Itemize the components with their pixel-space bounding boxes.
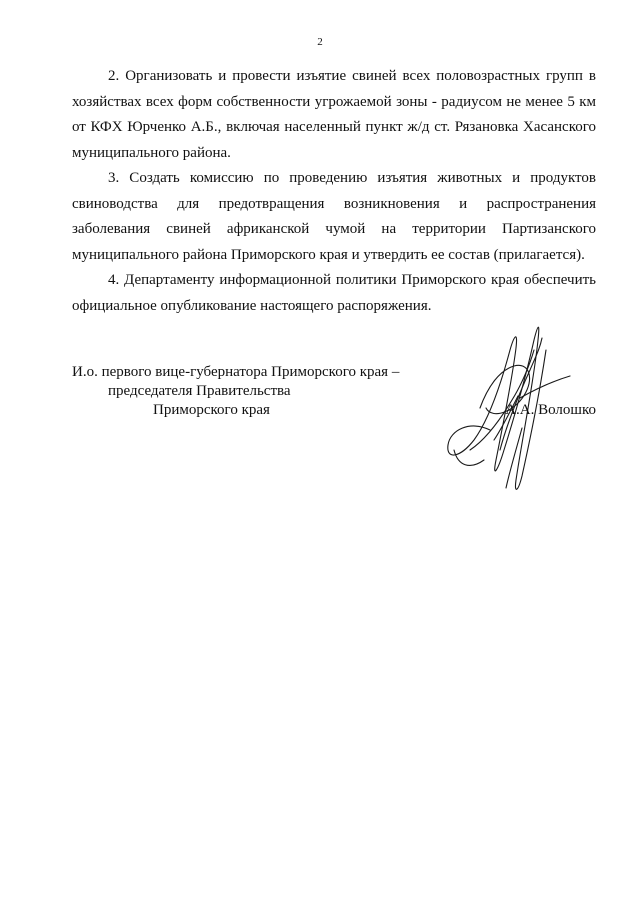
- signatory-title-line3: Приморского края: [153, 402, 270, 418]
- page-number: 2: [317, 36, 323, 48]
- document-body: [72, 64, 596, 319]
- paragraph-3: 3. Создать комиссию по проведению изъятия животных и продуктов свиноводства для предотвращения возникновения и распространения заболевания свиней африканской чумой на территории Партизанского муниципального района Приморского края и утвердить ее состав (прилагается).: [72, 170, 596, 263]
- signatory-title-line1: И.о. первого вице-губернатора Приморского края –: [72, 364, 400, 380]
- signatory-title: [72, 363, 399, 420]
- signer-name: А.А. Волошко: [505, 402, 596, 418]
- signatory-title-line2: председателя Правительства: [108, 383, 291, 399]
- paragraph-4: 4. Департаменту информационной политики Приморского края обеспечить официальное опубликование настоящего распоряжения.: [72, 272, 596, 314]
- paragraph-2: 2. Организовать и провести изъятие свиней всех половозрастных групп в хозяйствах всех форм собственности угрожаемой зоны - радиусом не менее 5 км от КФХ Юрченко А.Б., включая населенный пункт ж/д ст. Рязановка Хасанского муниципального района.: [72, 68, 596, 161]
